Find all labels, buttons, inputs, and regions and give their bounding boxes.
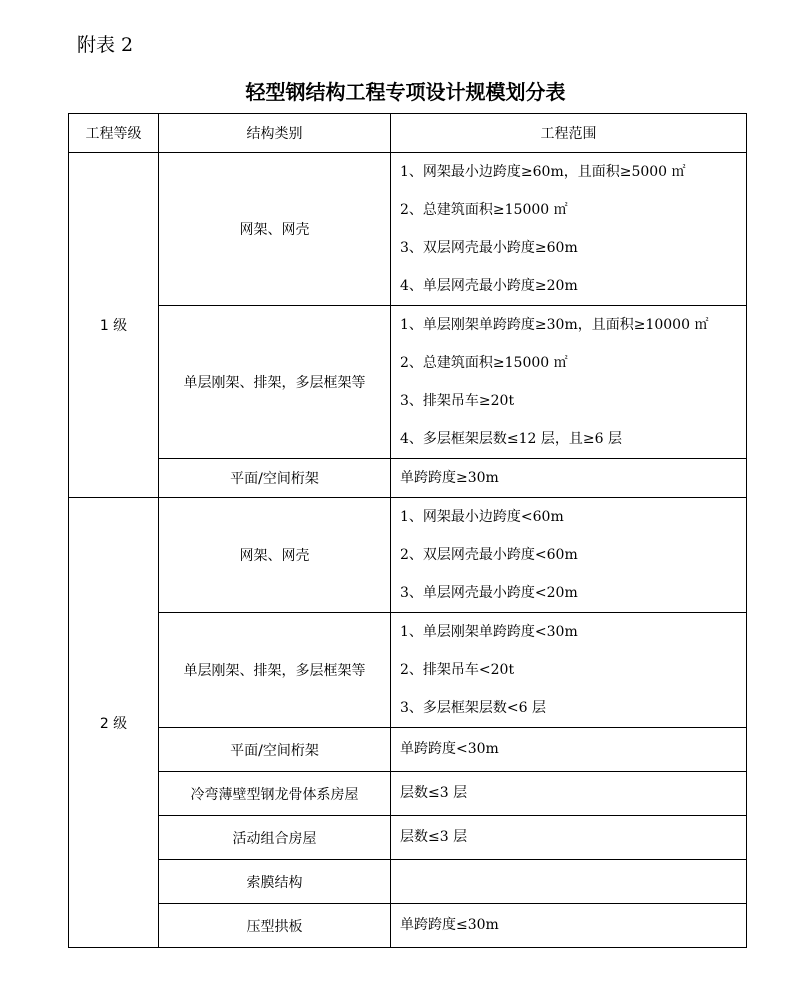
range-line: 1、网架最小边跨度≥60m，且面积≥5000 ㎡: [400, 164, 686, 180]
structure-type-cell: 单层刚架、排架，多层框架等: [159, 613, 391, 728]
header-grade: 工程等级: [69, 114, 159, 153]
range-line: 层数≤3 层: [400, 829, 468, 845]
range-line: 单跨跨度≥30m: [400, 470, 499, 486]
range-line: 1、网架最小边跨度<60m: [400, 509, 564, 525]
structure-type-cell: 冷弯薄壁型钢龙骨体系房屋: [159, 772, 391, 816]
range-line: 单跨跨度<30m: [400, 741, 499, 757]
range-cell: [391, 459, 747, 498]
structure-type-cell: 平面/空间桁架: [159, 459, 391, 498]
range-cell: [391, 306, 747, 459]
range-line: 3、单层网壳最小跨度<20m: [400, 585, 578, 601]
range-line: 4、多层框架层数≤12 层，且≥6 层: [400, 431, 622, 447]
grade-2-cell: 2 级: [69, 498, 159, 948]
range-cell: [391, 613, 747, 728]
range-line: 3、双层网壳最小跨度≥60m: [400, 240, 578, 256]
structure-type-cell: 压型拱板: [159, 904, 391, 948]
range-cell: [391, 904, 747, 948]
range-cell: [391, 772, 747, 816]
range-line: 2、总建筑面积≥15000 ㎡: [400, 355, 568, 371]
range-line: 2、排架吊车<20t: [400, 662, 515, 678]
range-line: 2、总建筑面积≥15000 ㎡: [400, 202, 568, 218]
table-row: [69, 153, 747, 306]
range-cell: [391, 153, 747, 306]
structure-type-cell: 网架、网壳: [159, 153, 391, 306]
table-row: [69, 459, 747, 498]
range-line: 层数≤3 层: [400, 785, 468, 801]
range-cell: [391, 728, 747, 772]
header-structure-type: 结构类别: [159, 114, 391, 153]
appendix-label: 附表 2: [77, 34, 134, 56]
range-line: 3、排架吊车≥20t: [400, 393, 515, 409]
table-row: [69, 498, 747, 613]
grade-1-cell: 1 级: [69, 153, 159, 498]
table-row: [69, 772, 747, 816]
structure-type-cell: 索膜结构: [159, 860, 391, 904]
table-row: [69, 860, 747, 904]
table-row: [69, 904, 747, 948]
table-title: 轻型钢结构工程专项设计规模划分表: [245, 80, 566, 104]
range-cell: [391, 498, 747, 613]
structure-type-cell: 单层刚架、排架，多层框架等: [159, 306, 391, 459]
range-line: 1、单层刚架单跨跨度≥30m，且面积≥10000 ㎡: [400, 317, 709, 333]
table-row: [69, 728, 747, 772]
header-engineering-range: 工程范围: [391, 114, 747, 153]
range-line: 2、双层网壳最小跨度<60m: [400, 547, 578, 563]
table-row: [69, 306, 747, 459]
range-line: [400, 860, 746, 903]
range-cell: [391, 816, 747, 860]
structure-type-cell: 平面/空间桁架: [159, 728, 391, 772]
table-row: [69, 613, 747, 728]
range-line: 1、单层刚架单跨跨度<30m: [400, 624, 578, 640]
table-row: [69, 816, 747, 860]
range-line: 单跨跨度≤30m: [400, 917, 499, 933]
structure-type-cell: 活动组合房屋: [159, 816, 391, 860]
scale-classification-table: [68, 113, 747, 948]
range-line: 4、单层网壳最小跨度≥20m: [400, 278, 578, 294]
range-cell: [391, 860, 747, 904]
structure-type-cell: 网架、网壳: [159, 498, 391, 613]
table-header-row: [69, 114, 747, 153]
range-line: 3、多层框架层数<6 层: [400, 700, 546, 716]
